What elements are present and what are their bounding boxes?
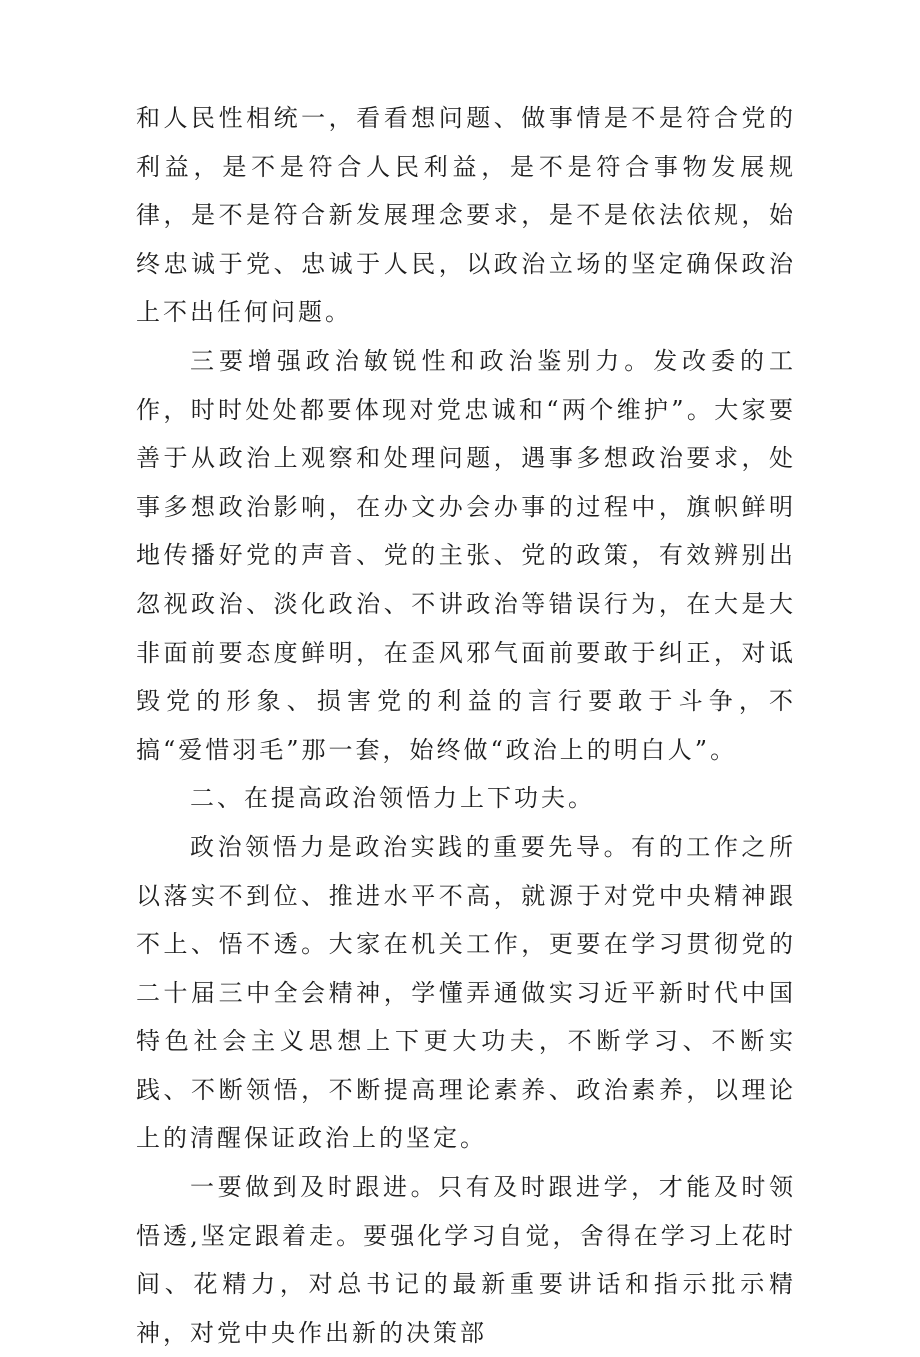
- document-body: [136, 94, 796, 1357]
- paragraph-1: 和人民性相统一，看看想问题、做事情是不是符合党的利益，是不是符合人民利益，是不是符合事物发展规律，是不是符合新发展理念要求，是不是依法依规，始终忠诚于党、忠诚于人民，以政治立场的坚定确保政治上不出任何问题。: [136, 104, 796, 327]
- paragraph-2: 三要增强政治敏锐性和政治鉴别力。发改委的工作，时时处处都要体现对党忠诚和“两个维护”。大家要善于从政治上观察和处理问题，遇事多想政治要求，处事多想政治影响，在办文办会办事的过程中，旗帜鲜明地传播好党的声音、党的主张、党的政策，有效辨别出忽视政治、淡化政治、不讲政治等错误行为，在大是大非面前要态度鲜明，在歪风邪气面前要敢于纠正，对诋毁党的形象、损害党的利益的言行要敢于斗争，不搞“爱惜羽毛”那一套，始终做“政治上的明白人”。: [136, 346, 796, 764]
- paragraph-3: 政治领悟力是政治实践的重要先导。有的工作之所以落实不到位、推进水平不高，就源于对党中央精神跟不上、悟不透。大家在机关工作，更要在学习贯彻党的二十届三中全会精神，学懂弄通做实习近平新时代中国特色社会主义思想上下更大功夫，不断学习、不断实践、不断领悟，不断提高理论素养、政治素养，以理论上的清醒保证政治上的坚定。: [136, 832, 796, 1153]
- section-heading: 二、在提高政治领悟力上下功夫。: [190, 784, 595, 813]
- paragraph-4: 一要做到及时跟进。只有及时跟进学，才能及时领悟透,坚定跟着走。要强化学习自觉，舍得在学习上花时间、花精力，对总书记的最新重要讲话和指示批示精神，对党中央作出新的决策部: [136, 1173, 796, 1347]
